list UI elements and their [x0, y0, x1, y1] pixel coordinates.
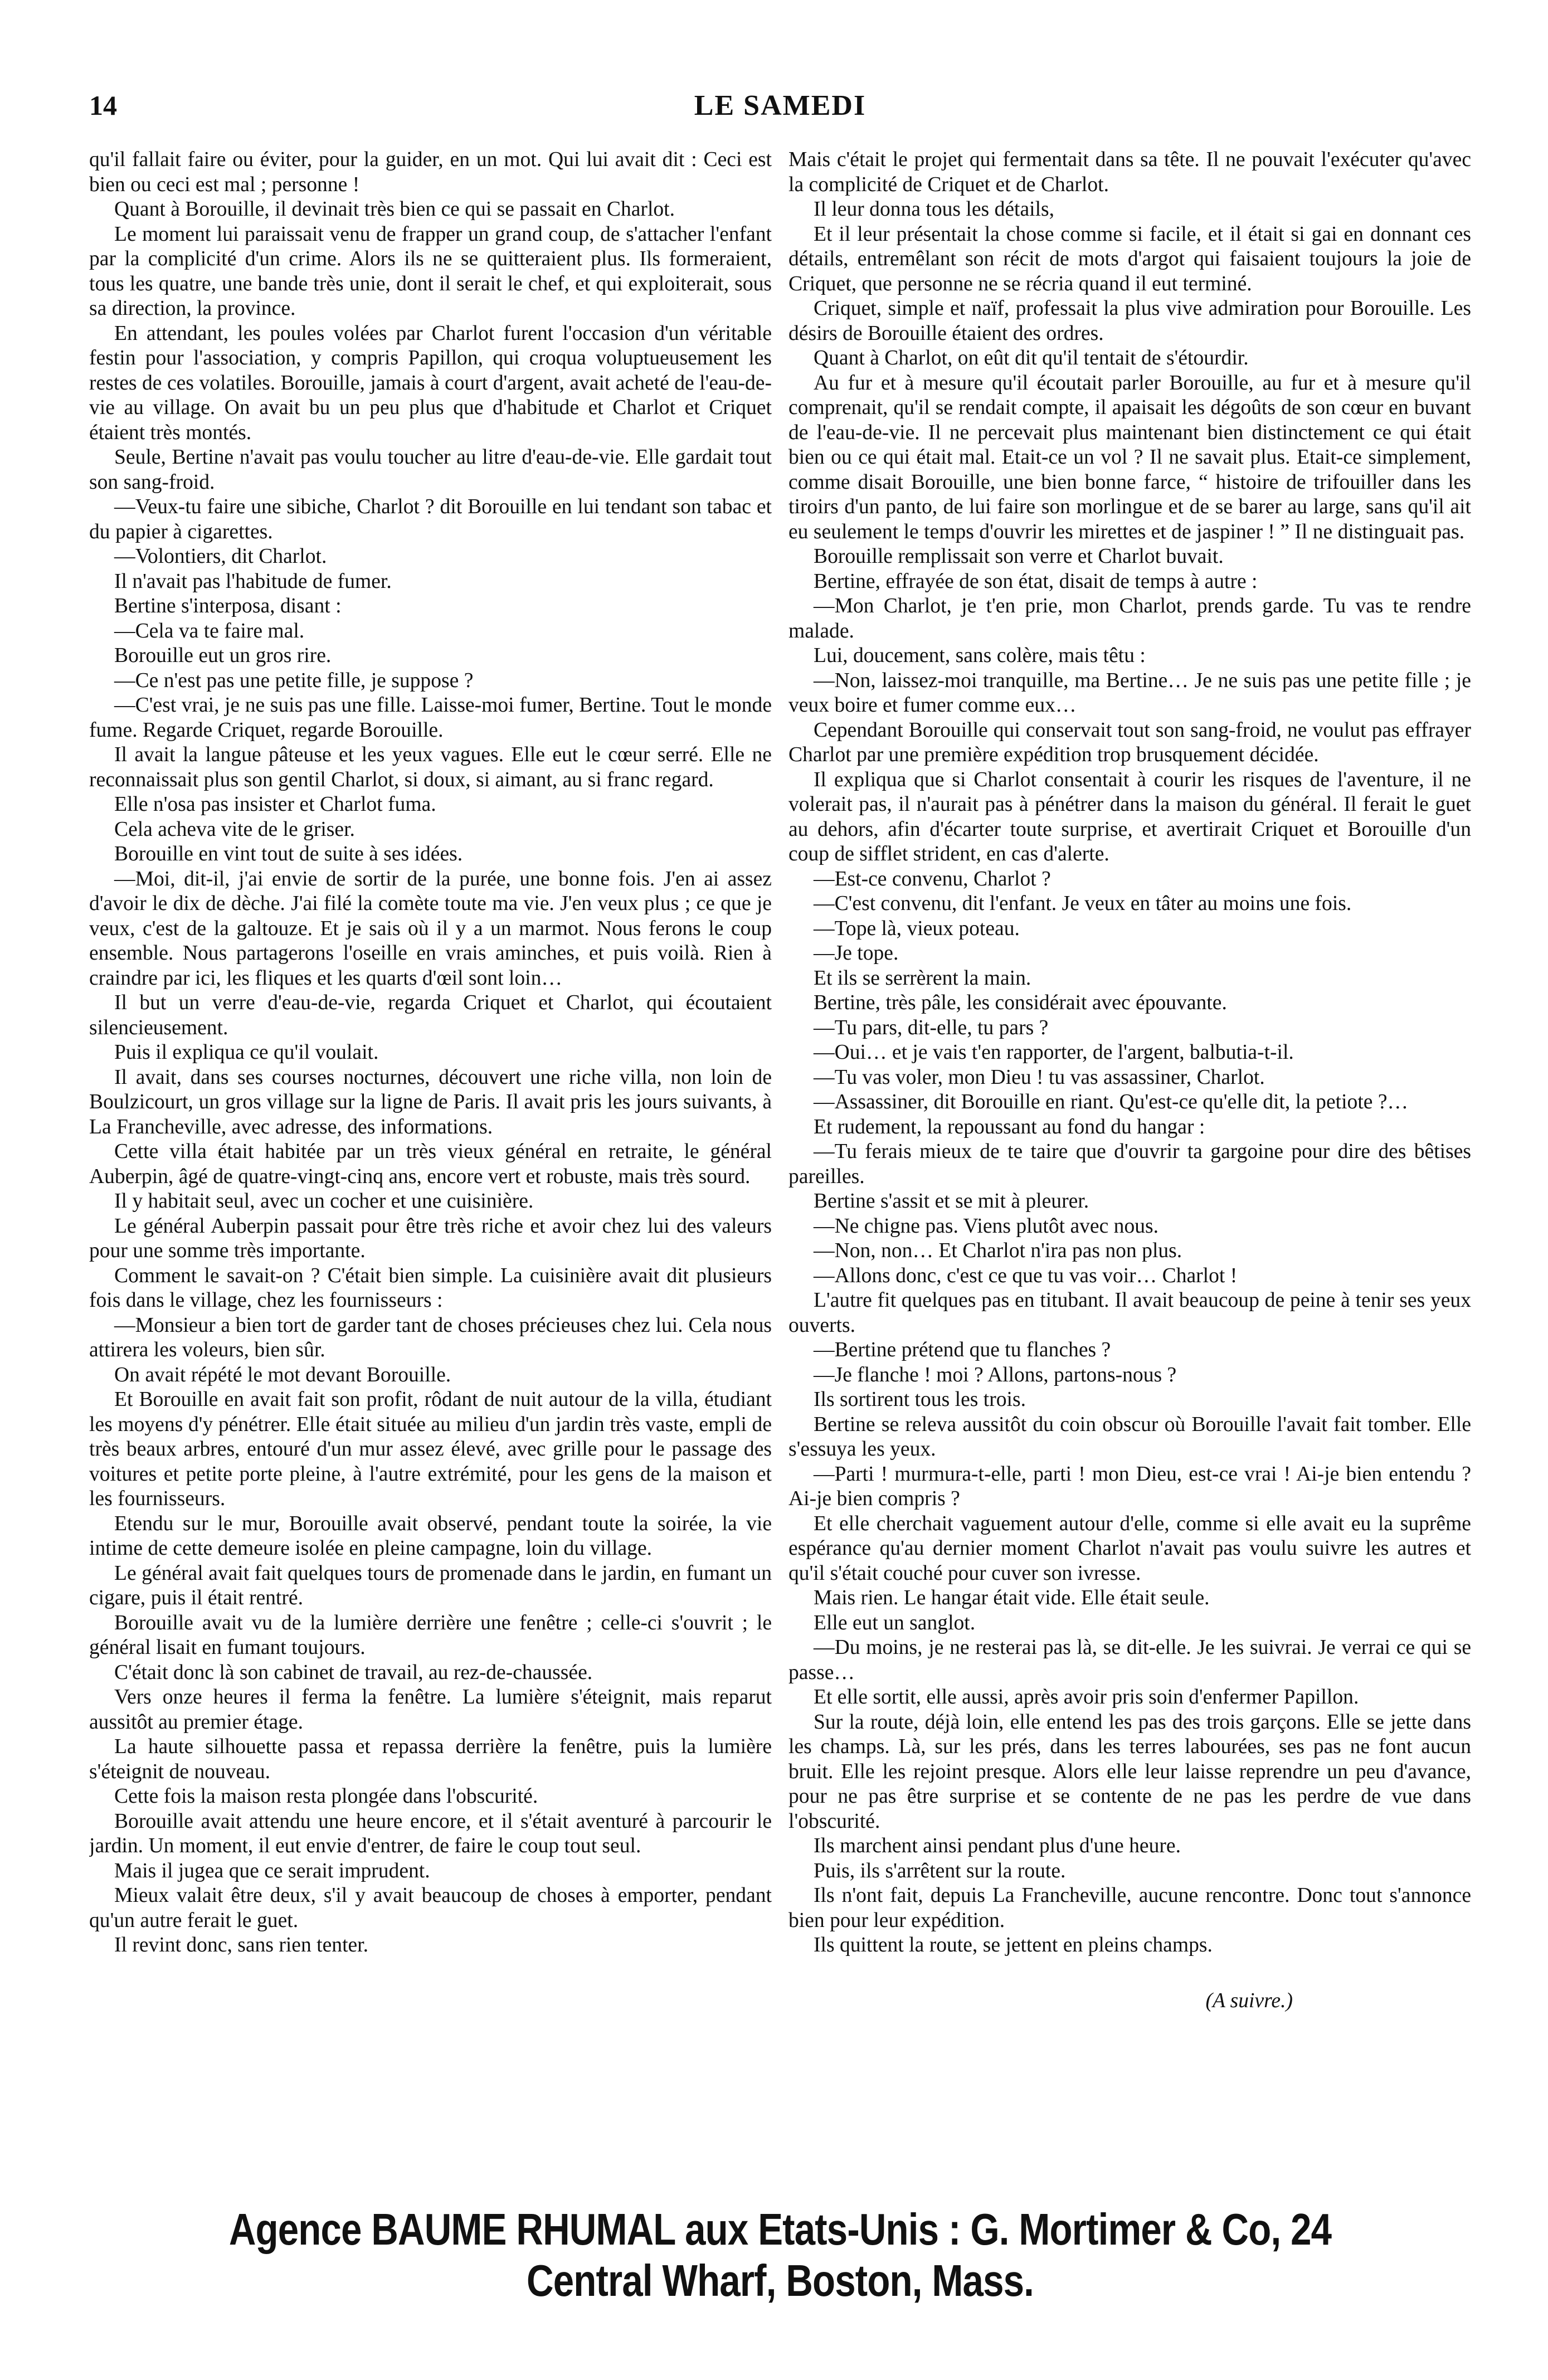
paragraph: Seule, Bertine n'avait pas voulu toucher au litre d'eau-de-vie. Elle gardait tout son sang-froid. — [89, 446, 772, 494]
paragraph: —Assassiner, dit Borouille en riant. Qu'est-ce qu'elle dit, la petiote ?… — [814, 1091, 1409, 1113]
paragraph: —Veux-tu faire une sibiche, Charlot ? dit Borouille en lui tendant son tabac et du papier à cigarettes. — [89, 495, 772, 543]
paragraph: Puis, ils s'arrêtent sur la route. — [814, 1859, 1066, 1882]
paragraph: —Monsieur a bien tort de garder tant de choses précieuses chez lui. Cela nous attirera les voleurs, bien sûr. — [89, 1313, 772, 1361]
page-header — [89, 84, 1471, 134]
paragraph: —Du moins, je ne resterai pas là, se dit-elle. Je les suivrai. Je verrai ce qui se passe… — [788, 1636, 1471, 1684]
paragraph: Bertine se releva aussitôt du coin obscur où Borouille l'avait fait tomber. Elle s'essuya les yeux. — [788, 1413, 1471, 1461]
paragraph: Bertine, effrayée de son état, disait de temps à autre : — [814, 570, 1258, 593]
paragraph: —Moi, dit-il, j'ai envie de sortir de la purée, une bonne fois. J'en ai assez d'avoir le dix de dèche. J'ai filé la comète toute ma vie. J'en veux plus ; ce que je veux, c'est de la galtouze. Et je sais où il y a un marmot. Nous ferons le coup ensemble. Nous partagerons l'oseille en vrais aminches, et puis voilà. Rien à craindre par ici, les fliques et les quarts d'œil sont loin… — [89, 867, 772, 990]
paragraph: qu'il fallait faire ou éviter, pour la guider, en un mot. Qui lui avait dit : Ceci est bien ou ceci est mal ; personne ! — [89, 148, 772, 196]
paragraph: Et rudement, la repoussant au fond du hangar : — [814, 1115, 1205, 1138]
paragraph: Et elle sortit, elle aussi, après avoir pris soin d'enfermer Papillon. — [814, 1686, 1359, 1709]
paragraph: Il leur donna tous les détails, — [814, 198, 1055, 221]
paragraph: Il expliqua que si Charlot consentait à courir les risques de l'aventure, il ne volerait pas, il n'aurait pas à pénétrer dans la maison du général. Il ferait le guet au dehors, afin d'écarter toute surprise, et avertirait Criquet et Borouille d'un coup de sifflet strident, en cas d'alerte. — [788, 768, 1471, 865]
paragraph: Ils sortirent tous les trois. — [814, 1388, 1026, 1411]
paragraph: Le général avait fait quelques tours de promenade dans le jardin, en fumant un cigare, puis il était rentré. — [89, 1561, 772, 1609]
paragraph: Quant à Charlot, on eût dit qu'il tentait de s'étourdir. — [814, 347, 1249, 369]
paragraph: —C'est convenu, dit l'enfant. Je veux en tâter au moins une fois. — [814, 892, 1352, 915]
paragraph: Ils marchent ainsi pendant plus d'une heure. — [814, 1834, 1181, 1857]
paragraph: —Non, non… Et Charlot n'ira pas non plus. — [814, 1239, 1182, 1262]
page-number: 14 — [89, 90, 117, 121]
paragraph: Mais il jugea que ce serait imprudent. — [114, 1859, 430, 1882]
paragraph: —C'est vrai, je ne suis pas une fille. Laisse-moi fumer, Bertine. Tout le monde fume. Regarde Criquet, regarde Borouille. — [89, 694, 772, 742]
advertisement-banner: Agence BAUME RHUMAL aux Etats-Unis : G. Mortimer & Co, 24 Central Wharf, Boston, Mass. — [228, 2204, 1332, 2305]
running-title: LE SAMEDI — [694, 90, 867, 121]
paragraph: Cette fois la maison resta plongée dans l'obscurité. — [114, 1785, 538, 1808]
paragraph: —Allons donc, c'est ce que tu vas voir… Charlot ! — [814, 1264, 1238, 1287]
right-text-column — [788, 148, 1471, 2170]
paragraph: Bertine s'assit et se mit à pleurer. — [814, 1190, 1089, 1213]
paragraph: Ils quittent la route, se jettent en pleins champs. — [814, 1934, 1213, 1956]
paragraph: Cependant Borouille qui conservait tout son sang-froid, ne voulut pas effrayer Charlot par une première expédition trop brusquement décidée. — [788, 718, 1471, 766]
paragraph: L'autre fit quelques pas en titubant. Il avait beaucoup de peine à tenir ses yeux ouverts. — [788, 1289, 1471, 1337]
paragraph: Lui, doucement, sans colère, mais têtu : — [814, 644, 1146, 667]
continuation-note: (A suivre.) — [1205, 1989, 1293, 2012]
paragraph: —Tu vas voler, mon Dieu ! tu vas assassiner, Charlot. — [814, 1065, 1265, 1089]
paragraph: Il y habitait seul, avec un cocher et une cuisinière. — [114, 1190, 534, 1213]
paragraph: Il avait, dans ses courses nocturnes, découvert une riche villa, non loin de Boulzicourt, un gros village sur la ligne de Paris. Il avait pris les jours suivants, à La Francheville, avec adresse, des informations. — [89, 1065, 772, 1138]
paragraph: —Oui… et je vais t'en rapporter, de l'argent, balbutia-t-il. — [814, 1041, 1294, 1064]
paragraph: —Est-ce convenu, Charlot ? — [814, 867, 1051, 890]
paragraph: En attendant, les poules volées par Charlot furent l'occasion d'un véritable festin pour l'association, y compris Papillon, qui croqua voluptueusement les restes de ces volatiles. Borouille, jamais à court d'argent, avait acheté de l'eau-de-vie au village. On avait bu un peu plus que d'habitude et Charlot et Criquet étaient très montés. — [89, 322, 772, 444]
paragraph: Et ils se serrèrent la main. — [814, 966, 1031, 990]
paragraph: —Tu ferais mieux de te taire que d'ouvrir ta gargoine pour dire des bêtises pareilles. — [788, 1140, 1471, 1188]
paragraph: Cela acheva vite de le griser. — [114, 817, 355, 841]
paragraph: Puis il expliqua ce qu'il voulait. — [114, 1041, 379, 1064]
paragraph: Mais c'était le projet qui fermentait dans sa tête. Il ne pouvait l'exécuter qu'avec la complicité de Criquet et de Charlot. — [788, 148, 1471, 196]
paragraph: Il revint donc, sans rien tenter. — [114, 1934, 369, 1956]
paragraph: Criquet, simple et naïf, professait la plus vive admiration pour Borouille. Les désirs de Borouille étaient des ordres. — [788, 297, 1471, 345]
paragraph: Elle eut un sanglot. — [814, 1611, 976, 1634]
paragraph: On avait répété le mot devant Borouille. — [114, 1363, 451, 1386]
paragraph: Borouille avait attendu une heure encore, et il s'était aventuré à parcourir le jardin. Un moment, il eut envie d'entrer, de faire le coup tout seul. — [89, 1809, 772, 1857]
paragraph: Elle n'osa pas insister et Charlot fuma. — [114, 793, 436, 816]
paragraph: Mieux valait être deux, s'il y avait beaucoup de choses à emporter, pendant qu'un autre ferait le guet. — [89, 1884, 772, 1932]
paragraph: —Ce n'est pas une petite fille, je suppose ? — [114, 669, 474, 692]
paragraph: Borouille avait vu de la lumière derrière une fenêtre ; celle-ci s'ouvrit ; le général lisait en fumant toujours. — [89, 1611, 772, 1659]
paragraph: Et il leur présentait la chose comme si facile, et il était si gai en donnant ces détails, entremêlant son récit de mots d'argot qui faisaient toujours la joie de Criquet, que personne ne se récria quand il eut terminé. — [788, 222, 1471, 295]
paragraph: Mais rien. Le hangar était vide. Elle était seule. — [814, 1586, 1210, 1609]
paragraph: Il but un verre d'eau-de-vie, regarda Criquet et Charlot, qui écoutaient silencieusement. — [89, 991, 772, 1039]
paragraph: Sur la route, déjà loin, elle entend les pas des trois garçons. Elle se jette dans les champs. Là, sur les prés, dans les terres labourées, ses pas ne font aucun bruit. Elle les rejoint presque. Alors elle leur laisse reprendre un peu d'avance, pour ne pas être surprise et se contente de ne pas les perdre de vue dans l'obscurité. — [788, 1710, 1471, 1833]
paragraph: Le moment lui paraissait venu de frapper un grand coup, de s'attacher l'enfant par la complicité d'un crime. Alors ils ne se quitteraient plus. Ils formeraient, tous les quatre, une bande très unie, dont il serait le chef, et qui exploiterait, sous sa direction, la province. — [89, 222, 772, 320]
paragraph: —Bertine prétend que tu flanches ? — [814, 1339, 1111, 1361]
paragraph: Et elle cherchait vaguement autour d'elle, comme si elle avait eu la suprême espérance qu'au dernier moment Charlot n'avait pas voulu suivre les autres et qu'il s'était couché pour cuver son ivresse. — [788, 1512, 1471, 1585]
paragraph: Il n'avait pas l'habitude de fumer. — [114, 570, 392, 593]
paragraph: Bertine, très pâle, les considérait avec épouvante. — [814, 991, 1227, 1014]
paragraph: Au fur et à mesure qu'il écoutait parler Borouille, au fur et à mesure qu'il comprenait, qu'il se rendait compte, il apaisait les dégoûts de son cœur en buvant de l'eau-de-vie. Il ne percevait plus maintenant bien distinctement ce qui était bien ou ce qui était mal. Etait-ce un vol ? Il ne savait plus. Etait-ce simplement, comme disait Borouille, une bien bonne farce, “ histoire de trifouiller dans les tiroirs d'un panto, de lui faire son morlingue et de se barer au large, sans qu'il ait eu seulement le temps d'ouvrir les mirettes et de jaspiner ! ” Il ne distinguait pas. — [788, 371, 1471, 543]
paragraph: Borouille en vint tout de suite à ses idées. — [114, 843, 463, 865]
paragraph: Le général Auberpin passait pour être très riche et avoir chez lui des valeurs pour une somme très importante. — [89, 1214, 772, 1262]
paragraph: Cette villa était habitée par un très vieux général en retraite, le général Auberpin, âgé de quatre-vingt-cinq ans, encore vert et robuste, mais très sourd. — [89, 1140, 772, 1188]
paragraph: Etendu sur le mur, Borouille avait observé, pendant toute la soirée, la vie intime de cette demeure isolée en pleine campagne, loin du village. — [89, 1512, 772, 1560]
paragraph: —Tope là, vieux poteau. — [814, 917, 1020, 940]
left-text-column — [89, 148, 772, 2170]
paragraph: Comment le savait-on ? C'était bien simple. La cuisinière avait dit plusieurs fois dans le village, chez les fournisseurs : — [89, 1264, 772, 1312]
paragraph: —Volontiers, dit Charlot. — [114, 545, 327, 568]
paragraph: Et Borouille en avait fait son profit, rôdant de nuit autour de la villa, étudiant les moyens d'y pénétrer. Elle était située au milieu d'un jardin très vaste, empli de très beaux arbres, entouré d'un mur assez élevé, avec grille pour le passage des voitures et petite porte pleine, à l'autre extrémité, pour les gens de la maison et les fournisseurs. — [89, 1388, 772, 1510]
paragraph: C'était donc là son cabinet de travail, au rez-de-chaussée. — [114, 1661, 593, 1684]
paragraph: Quant à Borouille, il devinait très bien ce qui se passait en Charlot. — [114, 198, 675, 221]
paragraph: —Je tope. — [814, 942, 899, 965]
paragraph: —Cela va te faire mal. — [114, 619, 305, 643]
paragraph: —Parti ! murmura-t-elle, parti ! mon Dieu, est-ce vrai ! Ai-je bien entendu ? Ai-je bien compris ? — [788, 1462, 1471, 1510]
paragraph: Borouille eut un gros rire. — [114, 644, 332, 667]
paragraph: —Non, laissez-moi tranquille, ma Bertine… Je ne suis pas une petite fille ; je veux boire et fumer comme eux… — [788, 669, 1471, 717]
paragraph: —Mon Charlot, je t'en prie, mon Charlot, prends garde. Tu vas te rendre malade. — [788, 595, 1471, 643]
paragraph: —Je flanche ! moi ? Allons, partons-nous ? — [814, 1363, 1177, 1386]
paragraph: Bertine s'interposa, disant : — [114, 595, 342, 617]
paragraph: —Ne chigne pas. Viens plutôt avec nous. — [814, 1214, 1159, 1238]
paragraph: La haute silhouette passa et repassa derrière la fenêtre, puis la lumière s'éteignit de nouveau. — [89, 1735, 772, 1783]
paragraph: Vers onze heures il ferma la fenêtre. La lumière s'éteignit, mais reparut aussitôt au premier étage. — [89, 1686, 772, 1734]
paragraph: Borouille remplissait son verre et Charlot buvait. — [814, 545, 1224, 568]
paragraph: Ils n'ont fait, depuis La Francheville, aucune rencontre. Donc tout s'annonce bien pour leur expédition. — [788, 1884, 1471, 1932]
paragraph: Il avait la langue pâteuse et les yeux vagues. Elle eut le cœur serré. Elle ne reconnaissait plus son gentil Charlot, si doux, si aimant, au si franc regard. — [89, 743, 772, 791]
paragraph: —Tu pars, dit-elle, tu pars ? — [814, 1016, 1049, 1039]
